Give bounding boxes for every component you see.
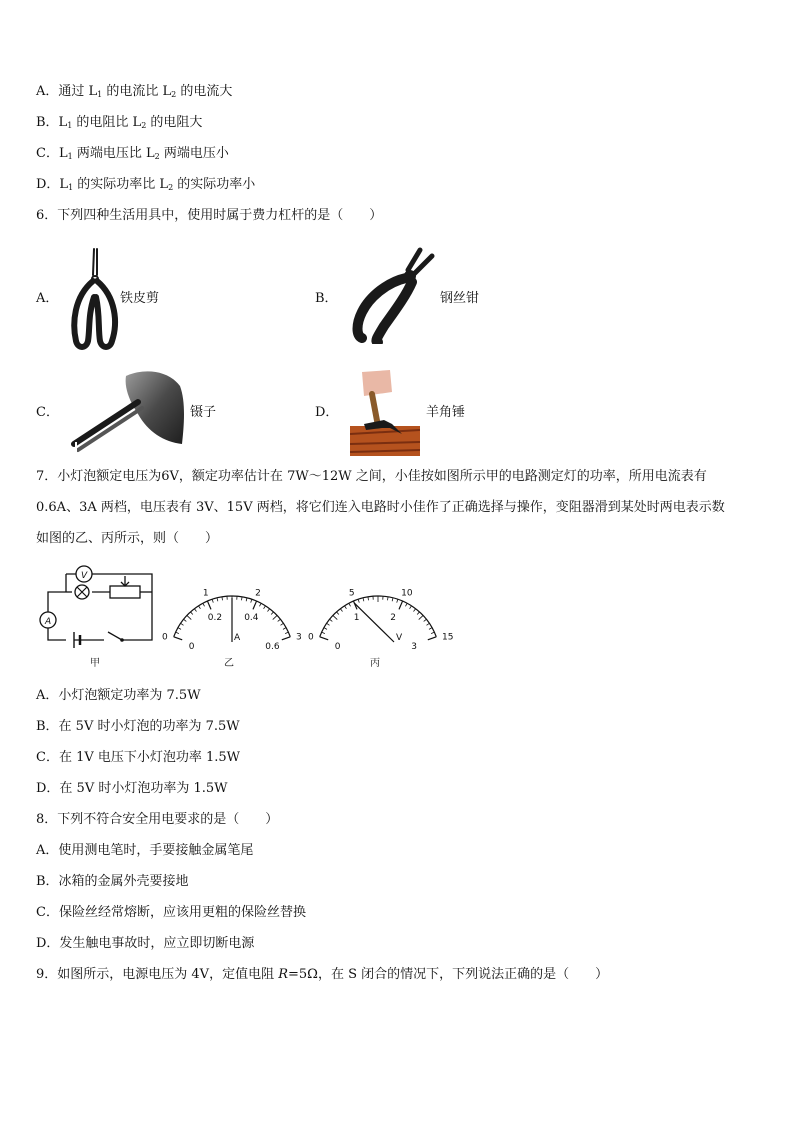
- voltmeter-needle: [354, 603, 394, 642]
- lamp-symbol: [75, 585, 89, 599]
- q7-stem-line2: 0.6A、3A 两档，电压表有 3V、15V 两档，将它们连入电路时小佳作了正确选择与操作，变阻器滑到某处时两电表示数: [36, 500, 725, 515]
- amm-tick: [207, 601, 211, 609]
- amm-tick: [273, 615, 277, 619]
- ammeter-dial: [160, 566, 308, 670]
- ammeter-caption: 乙: [224, 658, 234, 669]
- claw-hammer-icon: [350, 368, 420, 456]
- amm-tick: [181, 623, 184, 625]
- q7-option-d: D．在 5V 时小灯泡功率为 1.5W: [36, 781, 228, 796]
- amm-tick: [285, 632, 288, 633]
- vol-arc: [320, 596, 437, 637]
- q8-option-b: B．冰箱的金属外壳要接地: [36, 874, 189, 889]
- voltmeter-caption: 丙: [370, 658, 380, 669]
- q5-option-a-text-3: 的电流大: [176, 84, 233, 99]
- vol-tick: [424, 619, 427, 621]
- pliers-icon: [348, 242, 436, 344]
- ammeter-inner-tick-2: 0.4: [244, 612, 259, 623]
- voltmeter-inner-tick-1: 1: [353, 612, 360, 623]
- q9-stem-text-1: 9．如图所示，电源电压为 4V，定值电阻: [36, 967, 279, 982]
- vol-tick: [417, 612, 419, 615]
- q5-option-c-text-3: 两端电压小: [159, 146, 229, 161]
- switch-contact: [120, 638, 124, 642]
- q5-option-b-text-3: 的电阻大: [146, 115, 203, 130]
- circuit-voltmeter-label: V: [81, 571, 88, 581]
- vol-tick: [327, 623, 330, 625]
- vol-tick: [333, 615, 337, 619]
- vol-tick: [330, 619, 333, 621]
- amm-tick: [271, 612, 273, 615]
- vol-tick: [397, 599, 398, 602]
- q7-option-a: A．小灯泡额定功率为 7.5W: [36, 688, 201, 703]
- q6-option-b-name: 钢丝钳: [440, 291, 480, 306]
- amm-tick: [184, 619, 187, 621]
- vol-tick: [392, 598, 393, 601]
- subscript: 1: [67, 121, 73, 130]
- vol-tick: [429, 628, 432, 630]
- circuit-ammeter-label: A: [45, 617, 52, 627]
- q6-option-a-letter: A．: [36, 291, 59, 306]
- vol-tick: [428, 637, 436, 640]
- q8-stem: 8．下列不符合安全用电要求的是（ ）: [36, 812, 279, 827]
- q7-stem-line1: 7．小灯泡额定电压为6V，额定功率估计在 7W～12W 之间，小佳按如图所示甲的电路测定灯的功率，所用电流表有: [36, 469, 707, 484]
- vol-tick: [363, 598, 364, 601]
- amm-tick: [191, 612, 193, 615]
- amm-tick: [194, 609, 196, 612]
- voltmeter-outer-end: 15: [442, 632, 454, 643]
- vol-tick: [368, 597, 369, 600]
- amm-tick: [176, 632, 179, 633]
- q9-stem-variable: R: [278, 967, 288, 982]
- amm-tick: [259, 603, 261, 606]
- vol-tick: [349, 603, 351, 606]
- voltmeter-inner-start: 0: [334, 642, 341, 652]
- tin-snips-icon: [66, 245, 122, 351]
- vol-tick: [322, 632, 325, 633]
- vol-tick: [340, 609, 342, 612]
- voltmeter-zero: 0: [308, 632, 314, 643]
- amm-tick: [246, 598, 247, 601]
- subscript: 2: [141, 121, 147, 130]
- ammeter-outer-tick-2: 2: [255, 588, 261, 599]
- vol-tick: [431, 632, 434, 633]
- ammeter-inner-tick-1: 0.2: [207, 612, 223, 623]
- vol-tick: [358, 599, 359, 602]
- q9-stem: [36, 967, 608, 983]
- vol-tick: [413, 609, 415, 612]
- subscript: 1: [97, 90, 103, 99]
- q9-stem-text-2: =5Ω，在 S 闭合的情况下，下列说法正确的是（ ）: [288, 967, 609, 982]
- q6-option-d-letter: D．: [315, 405, 339, 420]
- voltmeter-scale: [320, 596, 437, 640]
- amm-tick: [199, 606, 201, 609]
- vol-tick: [345, 606, 347, 609]
- ammeter-outer-end: 3: [296, 632, 302, 643]
- q5-option-c: [36, 146, 229, 165]
- vol-tick: [324, 628, 327, 630]
- q7-option-c: C．在 1V 电压下小灯泡功率 1.5W: [36, 750, 241, 765]
- voltmeter-outer-tick-2: 10: [401, 588, 413, 599]
- ammeter-inner-start: 0: [188, 642, 195, 652]
- amm-tick: [251, 599, 252, 602]
- q5-option-c-text-1: C．L: [36, 146, 68, 161]
- vol-tick: [426, 623, 429, 625]
- q5-option-b-text-2: 的电阻比 L: [72, 115, 142, 130]
- ammeter-inner-end: 0.6: [265, 642, 280, 652]
- q8-option-a: A．使用测电笔时，手要接触金属笔尾: [36, 843, 254, 858]
- amm-tick: [222, 597, 223, 600]
- vol-tick: [337, 612, 339, 615]
- circuit-caption: 甲: [90, 658, 100, 669]
- q6-option-c-name: 镊子: [190, 405, 217, 420]
- tweezers-icon: [64, 362, 188, 456]
- subscript: 1: [68, 183, 74, 192]
- vol-tick: [320, 637, 328, 640]
- amm-tick: [280, 623, 283, 625]
- q6-option-b-letter: B．: [315, 291, 338, 306]
- amm-tick: [241, 597, 242, 600]
- amm-tick: [187, 615, 191, 619]
- q5-option-a-text-2: 的电流比 L: [102, 84, 172, 99]
- vol-tick: [405, 603, 407, 606]
- amm-tick: [253, 601, 257, 609]
- q8-option-d: D．发生触电事故时，应立即切断电源: [36, 936, 255, 951]
- voltmeter-outer-tick-1: 5: [348, 588, 355, 599]
- amm-tick: [203, 603, 205, 606]
- q5-option-c-text-2: 两端电压比 L: [72, 146, 155, 161]
- amm-tick: [178, 628, 181, 630]
- q5-option-d-text-1: D．L: [36, 177, 69, 192]
- q5-option-b-text-1: B．L: [36, 115, 68, 130]
- q5-option-d: [36, 177, 255, 196]
- q8-option-c: C．保险丝经常熔断，应该用更粗的保险丝替换: [36, 905, 306, 920]
- ammeter-outer-tick-1: 1: [202, 588, 209, 599]
- subscript: 2: [168, 183, 174, 192]
- vol-tick: [399, 601, 403, 609]
- vol-tick: [410, 606, 412, 609]
- q6-option-a-name: 铁皮剪: [120, 291, 160, 306]
- voltmeter-unit: V: [396, 633, 403, 643]
- voltmeter-inner-end: 3: [411, 642, 418, 652]
- subscript: 1: [67, 152, 73, 161]
- vol-tick: [387, 597, 388, 600]
- q5-option-d-text-2: 的实际功率比 L: [73, 177, 169, 192]
- q5-option-a: [36, 84, 232, 103]
- amm-tick: [212, 599, 213, 602]
- q6-option-c-letter: C．: [36, 405, 59, 420]
- subscript: 2: [154, 152, 160, 161]
- q7-stem-line3: 如图的乙、丙所示，则（ ）: [36, 531, 219, 546]
- subscript: 2: [171, 90, 177, 99]
- vol-tick: [419, 615, 423, 619]
- amm-tick: [264, 606, 266, 609]
- amm-tick: [283, 628, 286, 630]
- voltmeter-inner-tick-2: 2: [390, 612, 396, 623]
- q6-stem: 6．下列四种生活用具中，使用时属于费力杠杆的是（ ）: [36, 208, 383, 223]
- q6-option-d-name: 羊角锤: [426, 405, 466, 420]
- q5-option-b: [36, 115, 202, 134]
- q7-option-b: B．在 5V 时小灯泡的功率为 7.5W: [36, 719, 240, 734]
- q5-option-a-text-1: A．通过 L: [36, 84, 98, 99]
- amm-tick: [217, 598, 218, 601]
- amm-tick: [282, 637, 290, 640]
- circuit-diagram: [36, 562, 158, 670]
- ammeter-unit: A: [234, 633, 241, 643]
- q5-option-d-text-3: 的实际功率小: [173, 177, 256, 192]
- ammeter-zero: 0: [162, 632, 168, 643]
- amm-tick: [267, 609, 269, 612]
- voltmeter-dial: [306, 566, 454, 670]
- amm-tick: [278, 619, 281, 621]
- amm-tick: [174, 637, 182, 640]
